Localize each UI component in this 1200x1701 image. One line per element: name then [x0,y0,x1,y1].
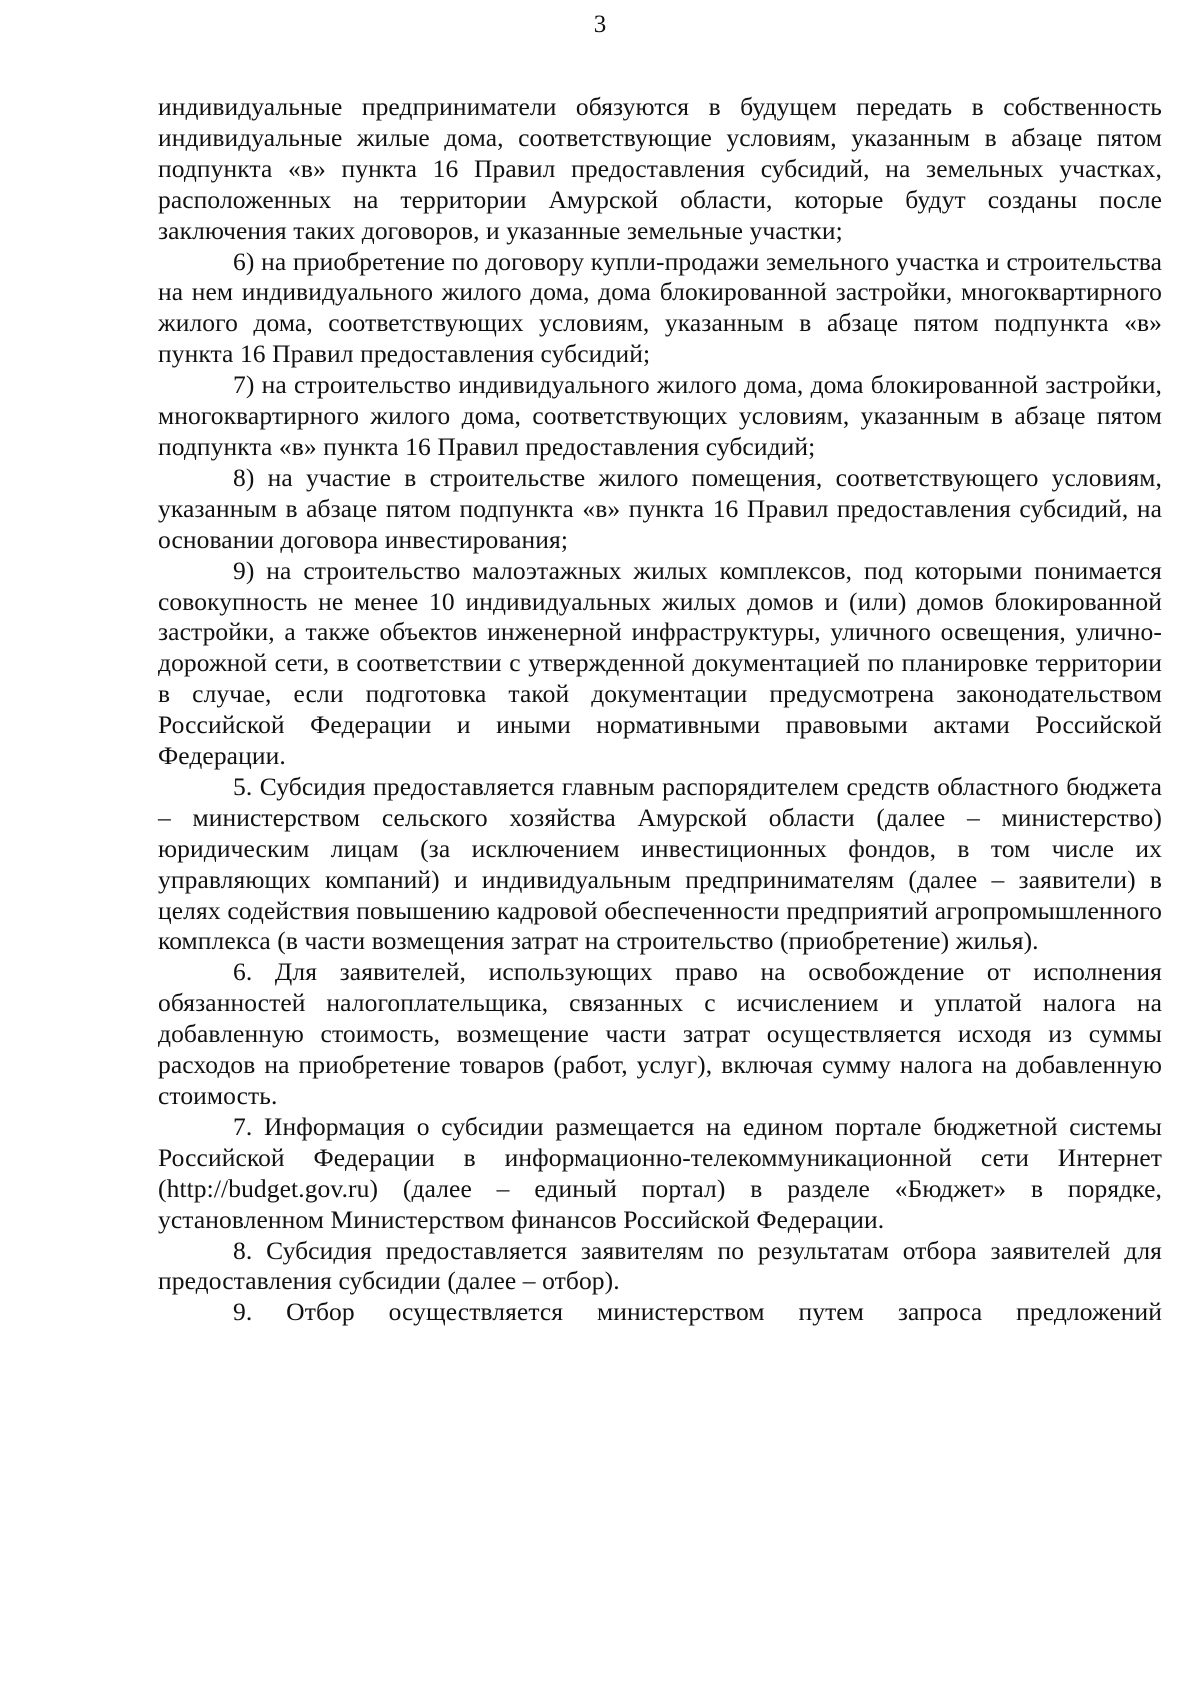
paragraph-item-6: 6) на приобретение по договору купли-продажи земельного участка и строительства на нем индивидуального жилого дома, дома блокированной застройки, многоквартирного жилого дома, соответствующих условиям, указанным в абзаце пятом подпункта «в» пункта 16 Правил предоставления субсидий; [158,246,1162,369]
paragraph-clause-8: 8. Субсидия предоставляется заявителям по результатам отбора заявителей для предоставления субсидии (далее – отбор). [158,1235,1162,1296]
page-number: 3 [593,11,607,38]
paragraph-item-8: 8) на участие в строительстве жилого помещения, соответствующего условиям, указанным в абзаце пятом подпункта «в» пункта 16 Правил предоставления субсидий, на основании договора инвестирования; [158,462,1162,554]
paragraph-clause-9: 9. Отбор осуществляется министерством путем запроса предложений [233,1297,1162,1327]
paragraph-clause-5: 5. Субсидия предоставляется главным распорядителем средств областного бюджета – министерством сельского хозяйства Амурской области (далее – министерство) юридическим лицам (за исключением инвестиционных фондов, в том числе их управляющих компаний) и индивидуальным предпринимателям (далее – заявители) в целях содействия повышению кадровой обеспеченности предприятий агропромышленного комплекса (в части возмещения затрат на строительство (приобретение) жилья). [158,771,1162,956]
document-body [158,92,1162,1328]
paragraph-clause-6: 6. Для заявителей, использующих право на освобождение от исполнения обязанностей налогоплательщика, связанных с исчислением и уплатой налога на добавленную стоимость, возмещение части затрат осуществляется исходя из суммы расходов на приобретение товаров (работ, услуг), включая сумму налога на добавленную стоимость. [158,957,1162,1110]
paragraph-continuation: индивидуальные предприниматели обязуются в будущем передать в собственность индивидуальные жилые дома, соответствующие условиям, указанным в абзаце пятом подпункта «в» пункта 16 Правил предоставления субсидий, на земельных участках, расположенных на территории Амурской области, которые будут созданы после заключения таких договоров, и указанные земельные участки; [158,92,1162,245]
paragraph-item-7: 7) на строительство индивидуального жилого дома, дома блокированной застройки, многоквартирного жилого дома, соответствующих условиям, указанным в абзаце пятом подпункта «в» пункта 16 Правил предоставления субсидий; [158,370,1162,461]
paragraph-item-9: 9) на строительство малоэтажных жилых комплексов, под которыми понимается совокупность не менее 10 индивидуальных жилых домов и (или) домов блокированной застройки, а также объектов инженерной инфраструктуры, уличного освещения, улично-дорожной сети, в соответствии с утвержденной документацией по планировке территории в случае, если подготовка такой документации предусмотрена законодательством Российской Федерации и иными нормативными правовыми актами Российской Федерации. [158,555,1162,771]
paragraph-clause-7: 7. Информация о субсидии размещается на едином портале бюджетной системы Российской Федерации в информационно-телекоммуникационной сети Интернет (http://budget.gov.ru) (далее – единый портал) в разделе «Бюджет» в порядке, установленном Министерством финансов Российской Федерации. [158,1111,1162,1234]
